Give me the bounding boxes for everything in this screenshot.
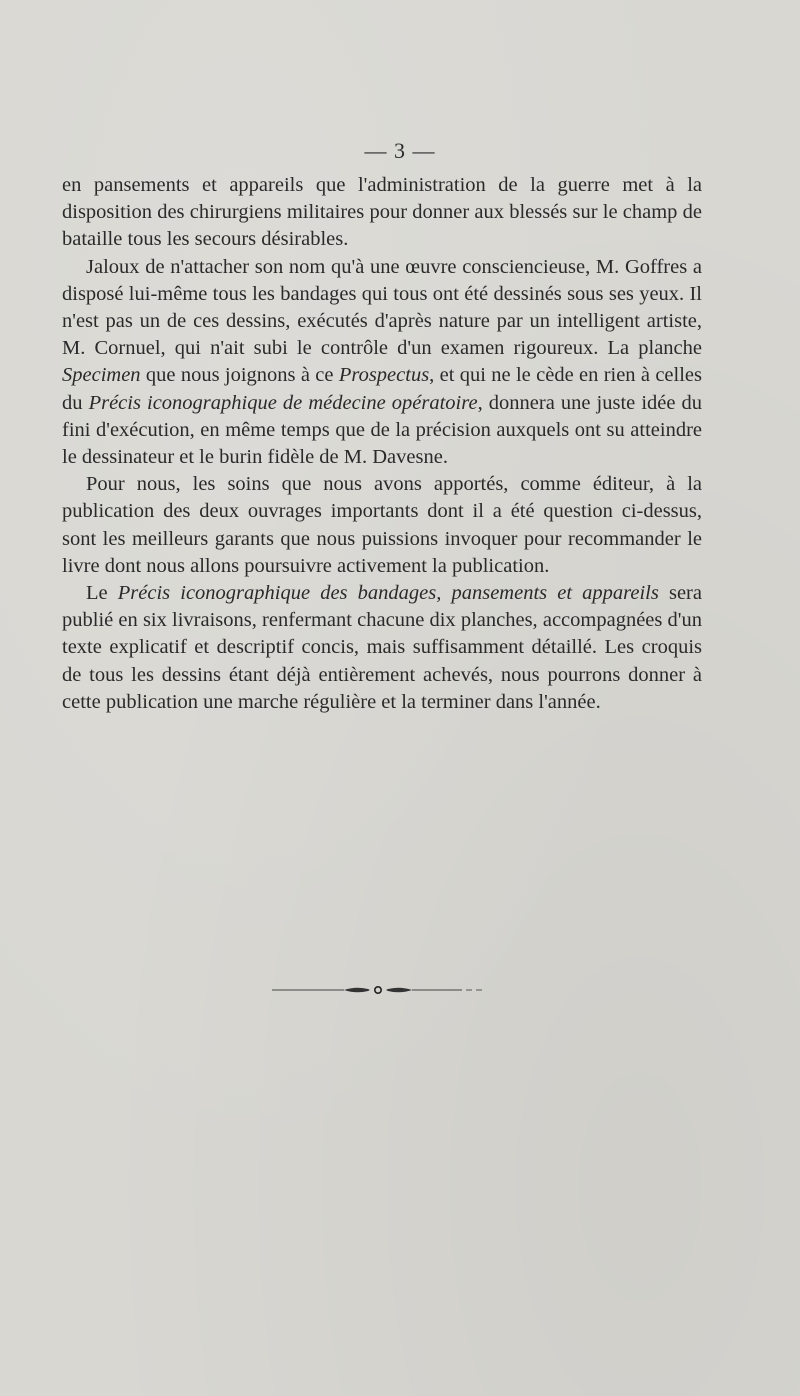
- text-run: en pansements et appareils que l'administration de la guerre met à la disposition des chirurgiens militaires pour donner aux blessés sur le champ de bataille tous les secours désirables.: [62, 174, 702, 251]
- text-run: , donnera une juste idée du fini d'exécution, en même temps que de la précision auxquels ont su atteindre le dessinateur et le burin fidèle de M. Davesne.: [62, 391, 703, 469]
- paragraph-3: [62, 471, 702, 580]
- body-text: [62, 172, 702, 716]
- paragraph-4: [62, 580, 702, 716]
- italic-text-run: Précis iconographique des bandages, pansements et appareils: [117, 582, 659, 605]
- decorative-rule-icon: [272, 982, 484, 998]
- paragraph-2: [62, 254, 702, 472]
- paragraph-1: [62, 172, 702, 254]
- text-run: Jaloux de n'attacher son nom qu'à une œuvre consciencieuse, M. Goffres a disposé lui-même tous les bandages qui tous ont été dessinés sous ses yeux. Il n'est pas un de ces dessins, exécutés d'après nature par un intelligent artiste, M. Cornuel, qui n'ait subi le contrôle d'un examen rigoureux. La planche: [62, 255, 702, 360]
- text-run: Le: [86, 582, 118, 605]
- text-run: Pour nous, les soins que nous avons apportés, comme éditeur, à la publication des deux ouvrages importants dont il a été question ci-dessus, sont les meilleurs garants que nous puissions invoquer pour recommander le livre dont nous allons poursuivre activement la publication.: [62, 473, 702, 577]
- page-number: — 3 —: [364, 138, 436, 163]
- italic-text-run: Prospectus: [338, 364, 430, 387]
- text-run: , et qui ne le cède en rien à celles du: [62, 364, 702, 414]
- text-run: que nous joignons à ce: [140, 364, 339, 387]
- text-run: sera publié en six livraisons, renfermant chacune dix planches, accompagnées d'un texte explicatif et descriptif concis, mais suffisamment détaillé. Les croquis de tous les dessins étant déjà entièrement achevés, nous pourrons donner à cette publication une marche régulière et la terminer dans l'année.: [62, 582, 702, 713]
- italic-text-run: Specimen: [62, 364, 141, 387]
- italic-text-run: Précis iconographique de médecine opératoire: [88, 391, 478, 414]
